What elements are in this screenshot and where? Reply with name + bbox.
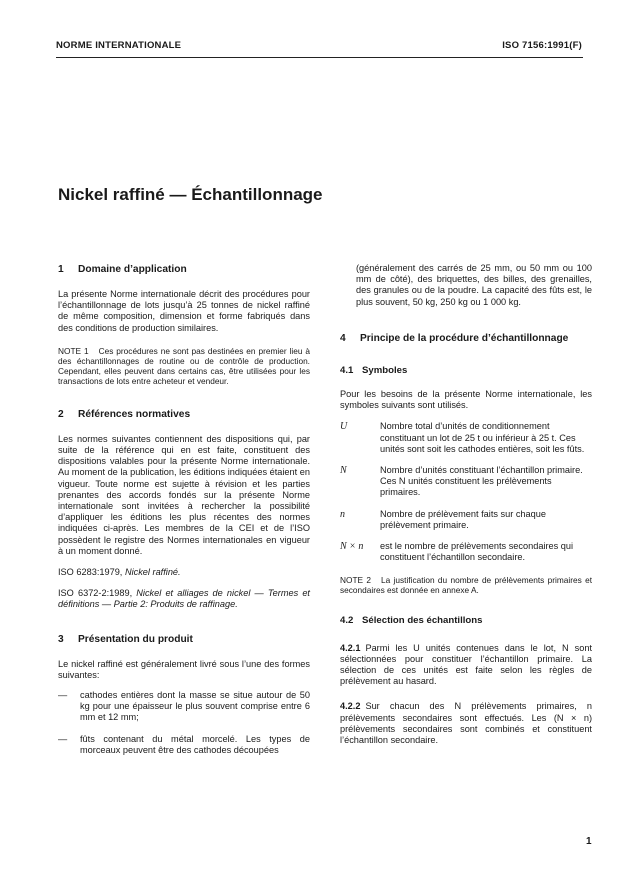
section-title: Sélection des échantillons: [362, 615, 483, 627]
paragraph-number: 4.2.1: [340, 642, 361, 653]
list-item: [58, 734, 310, 756]
note-text: La justification du nombre de prélèvements primaires et secondaires est donnée en annexe A.: [340, 575, 593, 596]
section-number: 3: [58, 633, 64, 645]
symbol: N: [340, 465, 347, 477]
symbol-description: Nombre d’unités constituant l’échantillon primaire. Ces N unités constituent les prélèvements primaires.: [380, 465, 583, 498]
section-1-paragraph: La présente Norme internationale décrit des procédures pour l’échantillonnage de lots jusqu’à 25 tonnes de nickel raffiné de même composition, dimension et forme fabriqués dans des conditions de production similaires.: [58, 289, 310, 333]
section-3-heading: [58, 633, 310, 646]
section-2-paragraph: Les normes suivantes contiennent des dispositions qui, par suite de la référence qui en est faite, constituent des dispositions valables pour la présente Norme internationale. Au moment de la publication, les éditions indiquées étaient en vigueur. Toute norme est sujette à révision et les parties prenantes des accords fondés sur la présente Norme internationale sont invitées à rechercher la possibilité d’appliquer les éditions les plus récentes des normes indiquées ci-après. Les membres de la CEI et de l’ISO possèdent le registre des Normes internationales en vigueur à un moment donné.: [58, 433, 310, 556]
reference-code: ISO 6283:1979,: [58, 567, 123, 578]
paragraph-text: Parmi les U unités contenues dans le lot, N sont sélectionnées pour constituer l’échantillon primaire. La sélection de ces unités est faite selon les règles de prélèvement au hasard.: [340, 642, 592, 687]
reference-iso-6372-2: [58, 588, 310, 610]
paragraph-text: Sur chacun des N prélèvements primaires, n prélèvements secondaires sont effectués. Les (N × n) prélèvements secondaires sont combinés et constituent l’échantillon secondaire.: [340, 701, 592, 746]
list-item-text: cathodes entières dont la masse se situe autour de 50 kg pour une épaisseur le plus souvent comprise entre 6 mm et 12 mm;: [80, 690, 310, 723]
symbol: N × n: [340, 541, 364, 553]
page-number: 1: [586, 836, 592, 847]
note-label: NOTE 2: [340, 575, 371, 586]
list-item-text: fûts contenant du métal morcelé. Les types de morceaux peuvent être des cathodes découpées: [80, 733, 310, 755]
section-3-continuation: (généralement des carrés de 25 mm, ou 50 mm ou 100 mm de côté), des briquettes, des billes, des grenailles, des granules ou de la poudre. La capacité des fûts est, le plus souvent, 50 kg, 250 kg ou 1 000 kg.: [356, 263, 592, 307]
symbol-definition: [340, 509, 592, 531]
section-4-heading: [340, 332, 592, 345]
section-number: 4.1: [340, 364, 354, 376]
dash-marker: —: [58, 690, 68, 701]
note-label: NOTE 1: [58, 345, 89, 356]
section-number: 4.2: [340, 615, 354, 627]
section-1-heading: [58, 263, 310, 276]
header-rule: [56, 57, 583, 58]
symbol: n: [340, 508, 345, 520]
section-title: Symboles: [362, 364, 408, 376]
note-text: Ces procédures ne sont pas destinées en premier lieu à des échantillonnages de routine ou de contrôle de production. Cependant, elles peuvent dans certains cas, être utilisées pour les transactions de lots entre acheteur et vendeur.: [58, 345, 311, 386]
section-2-heading: [58, 408, 310, 421]
paragraph-4-2-1: [340, 643, 592, 688]
paragraph-number: 4.2.2: [340, 701, 361, 712]
paragraph-4-2-2: [340, 701, 592, 746]
symbol: U: [340, 421, 348, 433]
note-2: [340, 575, 592, 595]
section-4-2-heading: [340, 615, 592, 626]
section-number: 2: [58, 408, 64, 420]
section-title: Présentation du produit: [78, 633, 193, 645]
reference-title: Nickel raffiné.: [124, 567, 181, 578]
symbol-definition: [340, 421, 592, 455]
section-number: 4: [340, 332, 346, 344]
section-title: Principe de la procédure d’échantillonnage: [360, 332, 569, 344]
note-1: [58, 346, 310, 386]
reference-code: ISO 6372-2:1989,: [58, 588, 133, 599]
list-item: [58, 690, 310, 724]
dash-marker: —: [58, 733, 68, 744]
section-4-1-heading: [340, 365, 592, 376]
section-title: Références normatives: [78, 408, 191, 420]
symbol-definition: [340, 541, 592, 563]
symbol-description: Nombre total d’unités de conditionnement constituant un lot de 25 t ou inférieur à 25 t. Ces unités sont soit les cathodes entières, soit les fûts.: [380, 421, 585, 454]
symbol-description: Nombre de prélèvement faits sur chaque prélèvement primaire.: [380, 508, 546, 530]
symbol-description: est le nombre de prélèvements secondaires qui constituent l’échantillon secondaire.: [380, 541, 574, 563]
symbol-definition: [340, 465, 592, 499]
reference-iso-6283: [58, 567, 310, 578]
section-4-1-paragraph: Pour les besoins de la présente Norme internationale, les symboles suivants sont utilisés.: [340, 389, 592, 411]
reference-title: Nickel et alliages de nickel — Termes et définitions — Partie 2: Produits de raffinage.: [58, 588, 310, 610]
header-standard-label: NORME INTERNATIONALE: [56, 40, 182, 51]
left-column: [58, 263, 310, 756]
document-title: Nickel raffiné — Échantillonnage: [58, 185, 323, 204]
section-number: 1: [58, 264, 64, 275]
section-title: Domaine d’application: [78, 264, 187, 275]
header-document-code: ISO 7156:1991(F): [502, 40, 582, 51]
section-3-paragraph: Le nickel raffiné est généralement livré sous l’une des formes suivantes:: [58, 658, 310, 680]
right-column: [340, 263, 592, 746]
